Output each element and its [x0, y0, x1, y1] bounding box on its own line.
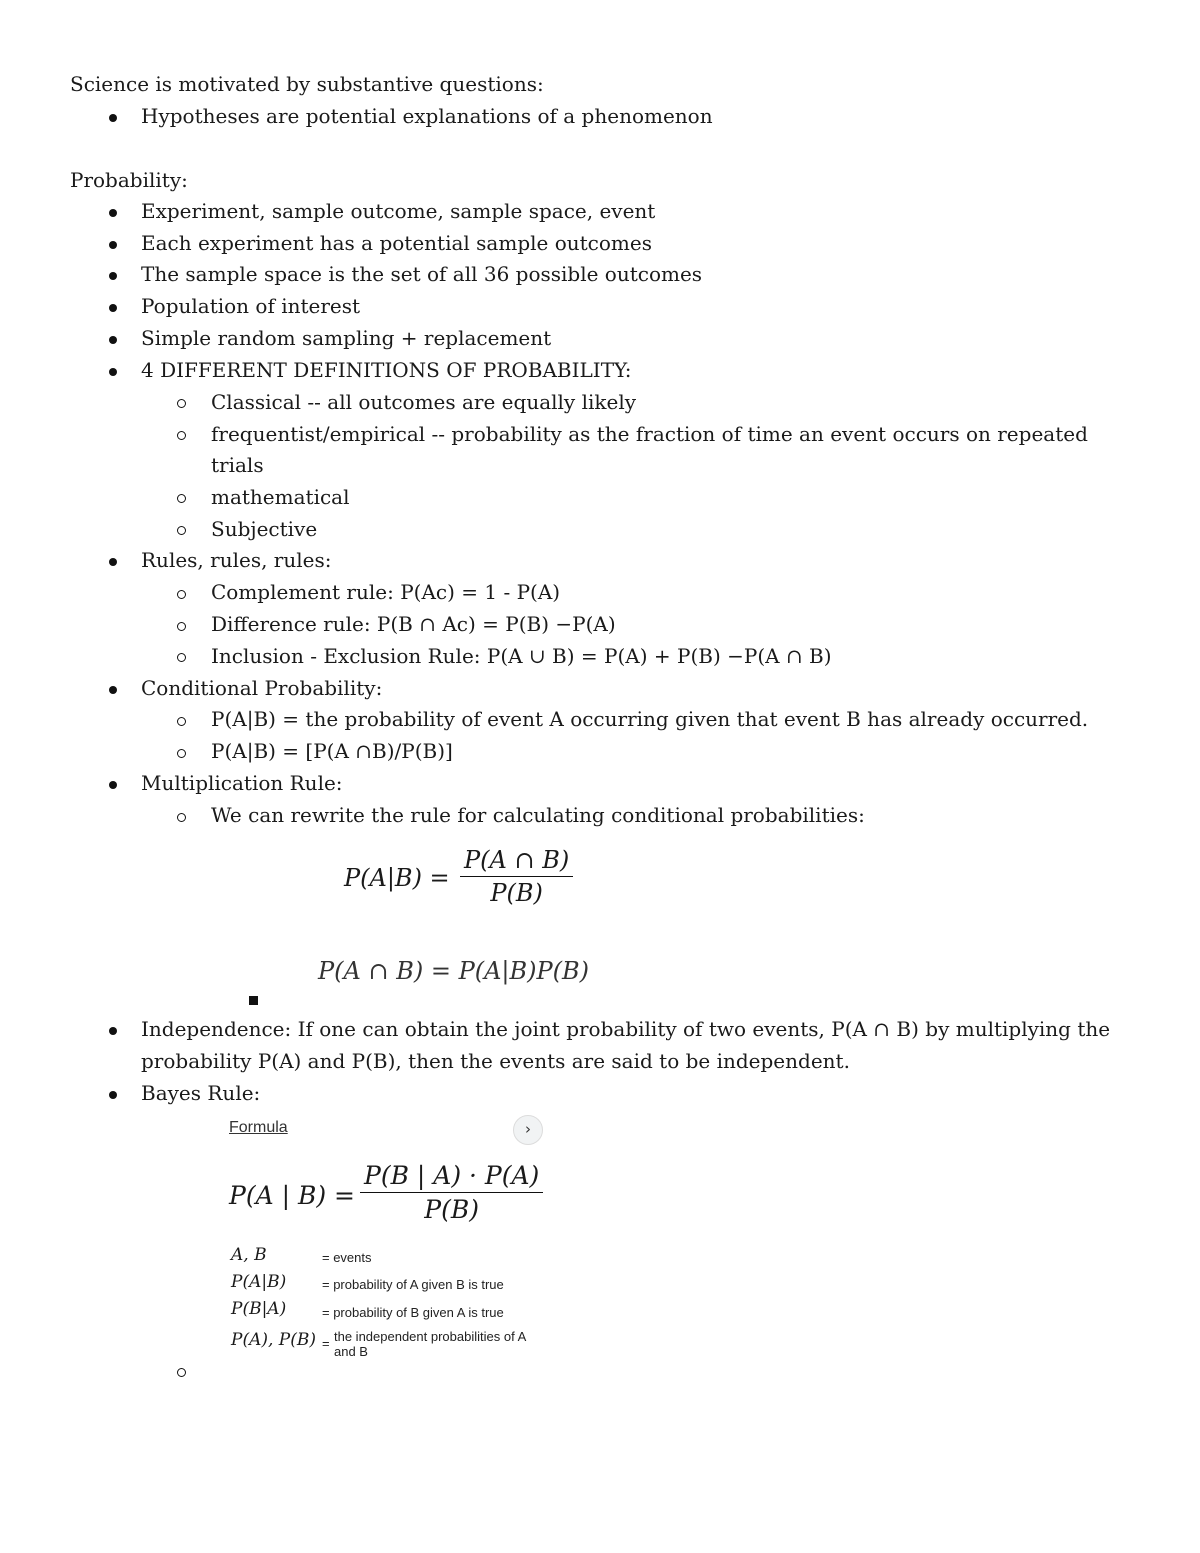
sub-bullet-icon [177, 717, 186, 726]
sub-list-item: Complement rule: P(Ac) = 1 - P(A) [211, 580, 561, 604]
sub-bullet-icon [177, 813, 186, 822]
formula-conditional-numerator: P(A ∩ B) [460, 846, 573, 877]
list-item: Rules, rules, rules: [141, 548, 332, 572]
list-item-continued: probability P(A) and P(B), then the events are said to be independent. [141, 1049, 850, 1073]
bullet-icon [109, 1027, 117, 1035]
bullet-icon [109, 336, 117, 344]
sub-bullet-icon [177, 399, 186, 408]
bullet-icon [109, 304, 117, 312]
list-item: Conditional Probability: [141, 676, 383, 700]
sub-list-item: Difference rule: P(B ∩ Ac) = P(B) −P(A) [211, 612, 616, 636]
bayes-lhs: P(A | B) = [229, 1181, 355, 1210]
sub-bullet-icon [177, 622, 186, 631]
legend-description: = [322, 1336, 330, 1351]
legend-description-line1: the independent probabilities of A [334, 1329, 527, 1344]
legend-description: = events [322, 1250, 372, 1265]
sub-list-item: P(A|B) = the probability of event A occurring given that event B has already occurred. [211, 707, 1089, 731]
legend-description-line2: and B [334, 1344, 368, 1359]
legend-description: = probability of B given A is true [322, 1305, 504, 1320]
bullet-icon [109, 368, 117, 376]
legend-symbol: P(A), P(B) [231, 1330, 316, 1350]
chevron-right-icon: › [513, 1115, 543, 1145]
legend-symbol: P(A|B) [231, 1272, 287, 1292]
list-item: 4 DIFFERENT DEFINITIONS OF PROBABILITY: [141, 358, 632, 382]
list-item: Hypotheses are potential explanations of a phenomenon [141, 104, 713, 128]
bayes-denominator: P(B) [424, 1195, 479, 1224]
sub-list-item: mathematical [211, 485, 350, 509]
list-item: Each experiment has a potential sample outcomes [141, 231, 652, 255]
sub-list-item-continued: trials [211, 453, 264, 477]
bullet-icon [109, 272, 117, 280]
sub-bullet-icon [177, 1368, 186, 1377]
sub-list-item: We can rewrite the rule for calculating conditional probabilities: [211, 803, 865, 827]
list-item: Multiplication Rule: [141, 771, 343, 795]
legend-description: = probability of A given B is true [322, 1277, 504, 1292]
sub-bullet-icon [177, 526, 186, 535]
bullet-icon [109, 114, 117, 122]
bullet-icon [109, 558, 117, 566]
intro-line: Science is motivated by substantive questions: [70, 72, 544, 96]
sub-bullet-icon [177, 431, 186, 440]
bullet-icon [109, 686, 117, 694]
formula-conditional-fraction [460, 846, 573, 907]
section-heading: Probability: [70, 168, 188, 192]
legend-symbol: P(B|A) [231, 1299, 287, 1319]
sub-bullet-icon [177, 590, 186, 599]
sub-bullet-icon [177, 749, 186, 758]
list-item: Simple random sampling + replacement [141, 326, 552, 350]
list-item: The sample space is the set of all 36 possible outcomes [141, 262, 703, 286]
bullet-icon [109, 781, 117, 789]
formula-conditional-denominator: P(B) [490, 879, 543, 907]
list-item: Independence: If one can obtain the joint probability of two events, P(A ∩ B) by multiplying the [141, 1017, 1111, 1041]
sub-list-item: Classical -- all outcomes are equally likely [211, 390, 637, 414]
list-item: Experiment, sample outcome, sample space, event [141, 199, 656, 223]
sub-list-item: Inclusion - Exclusion Rule: P(A ∪ B) = P(A) + P(B) −P(A ∩ B) [211, 644, 832, 668]
sub-list-item: Subjective [211, 517, 318, 541]
formula-multiplication: P(A ∩ B) = P(A|B)P(B) [318, 957, 590, 985]
sub-bullet-icon [177, 494, 186, 503]
bayes-numerator: P(B | A) · P(A) [360, 1161, 543, 1193]
list-item: Population of interest [141, 294, 361, 318]
formula-conditional-lhs: P(A|B) = [344, 864, 450, 892]
sub-list-item: frequentist/empirical -- probability as the fraction of time an event occurs on repeated [211, 422, 1088, 446]
sub-list-item: P(A|B) = [P(A ∩B)/P(B)] [211, 739, 453, 763]
bullet-icon [109, 241, 117, 249]
bayes-fraction [360, 1161, 543, 1224]
bayes-formula-heading: Formula [229, 1119, 288, 1136]
bullet-icon [109, 1091, 117, 1099]
bullet-icon [109, 209, 117, 217]
sub-bullet-icon [177, 653, 186, 662]
sub-sub-bullet-icon [249, 996, 258, 1005]
legend-symbol: A, B [231, 1245, 267, 1265]
list-item: Bayes Rule: [141, 1081, 261, 1105]
